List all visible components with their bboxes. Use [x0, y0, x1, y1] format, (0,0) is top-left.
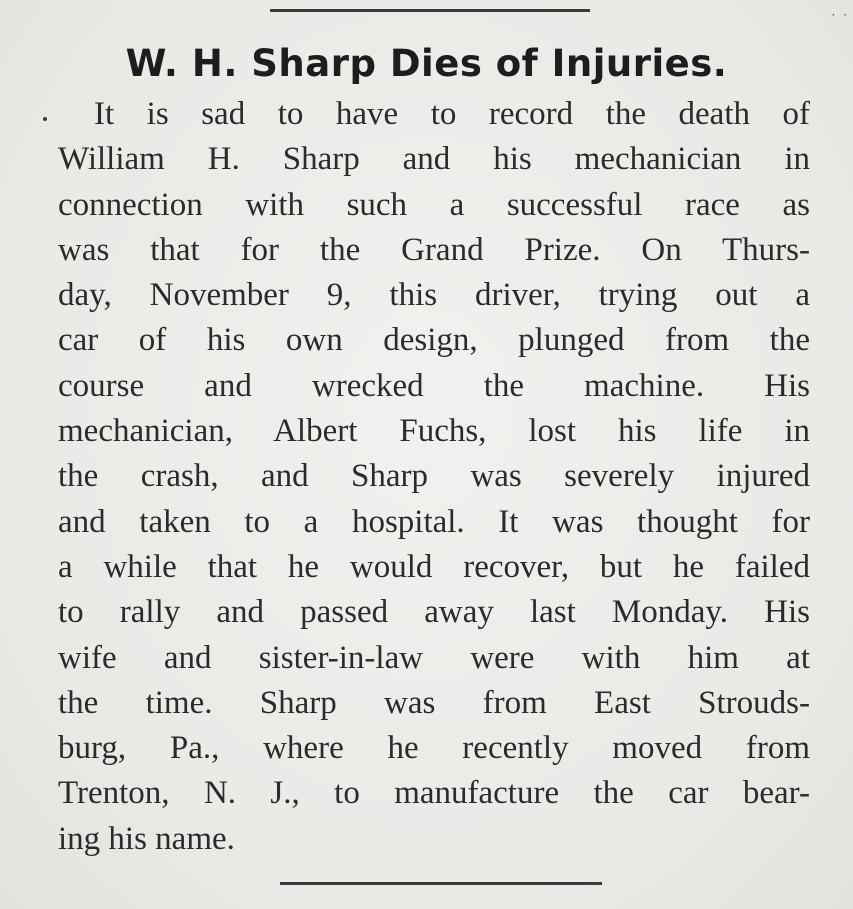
- article-line: day, November 9, this driver, trying out a: [58, 277, 810, 314]
- bottom-rule: [280, 882, 602, 885]
- article-line: burg, Pa., where he recently moved from: [58, 730, 810, 767]
- article-line: car of his own design, plunged from the: [58, 322, 810, 359]
- article-line: Trenton, N. J., to manufacture the car bear-: [58, 775, 810, 812]
- article-line: connection with such a successful race as: [58, 186, 810, 223]
- article-body: [58, 92, 810, 862]
- article-line: a while that he would recover, but he failed: [58, 548, 810, 585]
- article-line: wife and sister-in-law were with him at: [58, 639, 810, 676]
- article-line: mechanician, Albert Fuchs, lost his life in: [58, 413, 810, 450]
- article-line: It is sad to have to record the death of: [94, 96, 810, 132]
- article-line: William H. Sharp and his mechanician in: [58, 141, 810, 178]
- article-line: the crash, and Sharp was severely injured: [58, 458, 810, 495]
- article-line: course and wrecked the machine. His: [58, 367, 810, 404]
- margin-dot: [43, 117, 47, 121]
- edge-dots: · ·: [831, 8, 849, 22]
- article-line: ing his name.: [58, 820, 235, 857]
- article-line: the time. Sharp was from East Strouds-: [58, 684, 810, 721]
- article-line: was that for the Grand Prize. On Thurs-: [58, 231, 810, 268]
- article-line: to rally and passed away last Monday. His: [58, 594, 810, 631]
- top-rule: [270, 9, 590, 12]
- article-line: and taken to a hospital. It was thought for: [58, 503, 810, 540]
- headline: W. H. Sharp Dies of Injuries.: [125, 42, 728, 85]
